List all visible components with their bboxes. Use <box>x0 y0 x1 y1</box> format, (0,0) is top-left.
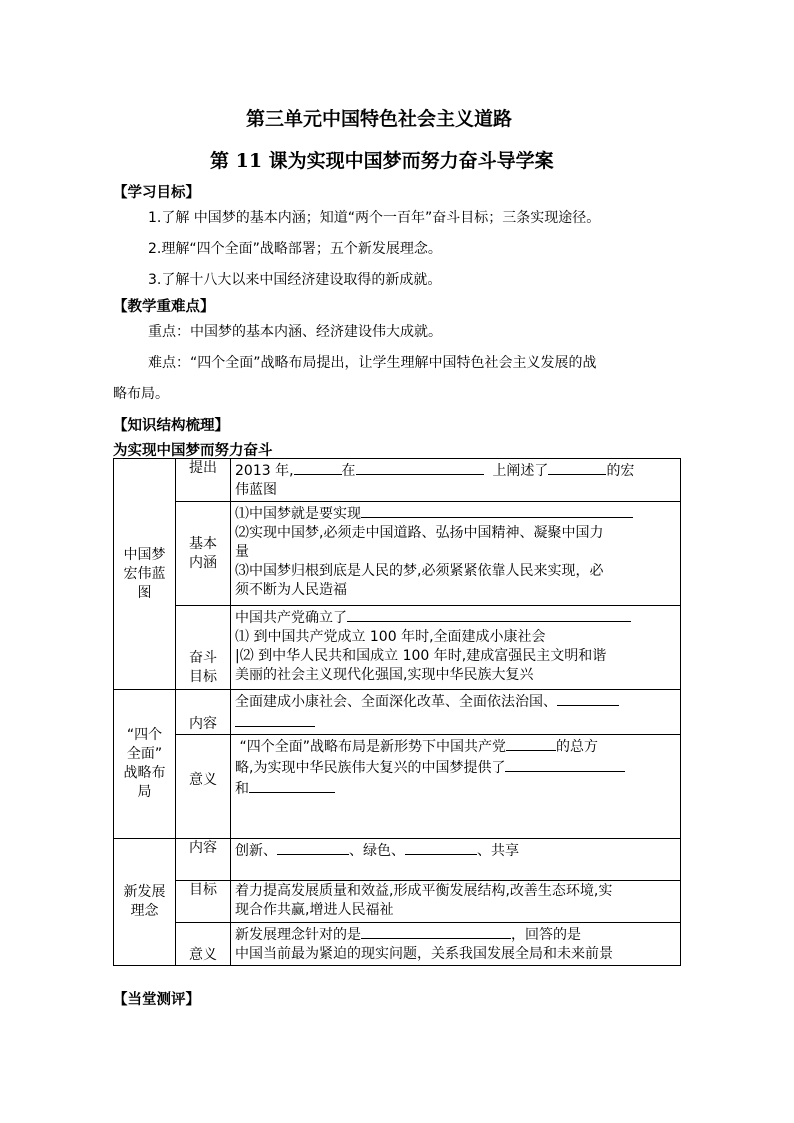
table-row <box>114 839 681 881</box>
table-row <box>114 459 681 502</box>
goal-item: 3.了解十八大以来中国经济建设取得的新成就。 <box>148 272 442 288</box>
goal-item: 1.了解 中国梦的基本内涵；知道“两个一百年”奋斗目标；三条实现途径。 <box>148 210 601 226</box>
difficult-point-cont: 略布局。 <box>113 386 169 402</box>
content-four-meaning: “四个全面”战略布局是新形势下中国共产党 的总方 略,为实现中华民族伟大复兴的中国梦提供了 和 <box>231 735 681 839</box>
content-newdev-meaning: 新发展理念针对的是 ，回答的是 中国当前最为紧迫的现实问题，关系我国发展全局和未来前景 <box>231 923 681 966</box>
label-basic: 基本 内涵 <box>176 502 231 606</box>
table-row <box>114 923 681 966</box>
structure-subtitle: 为实现中国梦而努力奋斗 <box>113 443 273 459</box>
fill-blank <box>548 460 606 475</box>
fill-blank <box>249 778 335 793</box>
label-newdev-meaning: 意义 <box>176 923 231 966</box>
fill-blank <box>235 712 315 727</box>
table-row <box>114 606 681 690</box>
category-four: “四个 全面” 战略布 局 <box>114 690 176 839</box>
content-newdev: 创新、 、绿色、 、共享 <box>231 839 681 881</box>
knowledge-table <box>113 458 681 966</box>
test-heading: 【当堂测评】 <box>113 992 200 1008</box>
difficult-point: 难点：“四个全面”战略布局提出，让学生理解中国特色社会主义发展的战 <box>148 355 597 371</box>
label-newdev-content: 内容 <box>176 839 231 881</box>
fill-blank <box>361 924 511 939</box>
fill-blank <box>347 607 631 622</box>
fill-blank <box>361 503 633 518</box>
keypoints-heading: 【教学重难点】 <box>113 299 215 315</box>
fill-blank <box>506 736 556 751</box>
fill-blank <box>405 840 477 855</box>
fill-blank <box>505 757 625 772</box>
table-row <box>114 502 681 606</box>
label-four-meaning: 意义 <box>176 735 231 839</box>
category-dream: 中国梦 宏伟蓝 图 <box>114 459 176 690</box>
content-basic: ⑴中国梦就是要实现 ⑵实现中国梦,必须走中国道路、弘扬中国精神、凝聚中国力 量 ⑶中国梦归根到底是人民的梦,必须紧紧依靠人民来实现，必 须不断为人民造福 <box>231 502 681 606</box>
label-raise: 提出 <box>176 459 231 502</box>
label-newdev-goal: 目标 <box>176 881 231 923</box>
structure-heading: 【知识结构梳理】 <box>113 418 229 434</box>
key-point: 重点：中国梦的基本内涵、经济建设伟大成就。 <box>148 324 442 340</box>
label-goal: 奋斗 目标 <box>176 606 231 690</box>
goal-item: 2.理解“四个全面”战略部署；五个新发展理念。 <box>148 241 442 257</box>
content-newdev-goal: 着力提高发展质量和效益,形成平衡发展结构,改善生态环境,实 现合作共赢,增进人民福祉 <box>231 881 681 923</box>
fill-blank <box>277 840 349 855</box>
lesson-title: 第 11 课为实现中国梦而努力奋斗导学案 <box>210 150 554 172</box>
content-raise: 2013 年, 在 上阐述了 的宏 伟蓝图 <box>231 459 681 502</box>
fill-blank <box>356 460 484 475</box>
fill-blank <box>294 460 342 475</box>
label-four-content: 内容 <box>176 690 231 735</box>
category-newdev: 新发展 理念 <box>114 839 176 966</box>
table-row <box>114 690 681 735</box>
page-title: 第三单元中国特色社会主义道路 <box>246 108 513 130</box>
content-four: 全面建成小康社会、全面深化改革、全面依法治国、 <box>231 690 681 735</box>
fill-blank <box>557 691 619 706</box>
table-row <box>114 735 681 839</box>
content-goal: 中国共产党确立了 ⑴ 到中国共产党成立 100 年时,全面建成小康社会 |⑵ 到中华人民共和国成立 100 年时,建成富强民主文明和谐 美丽的社会主义现代化强国,实现中华民族大复兴 <box>231 606 681 690</box>
goals-heading: 【学习目标】 <box>113 185 200 201</box>
table-row <box>114 881 681 923</box>
